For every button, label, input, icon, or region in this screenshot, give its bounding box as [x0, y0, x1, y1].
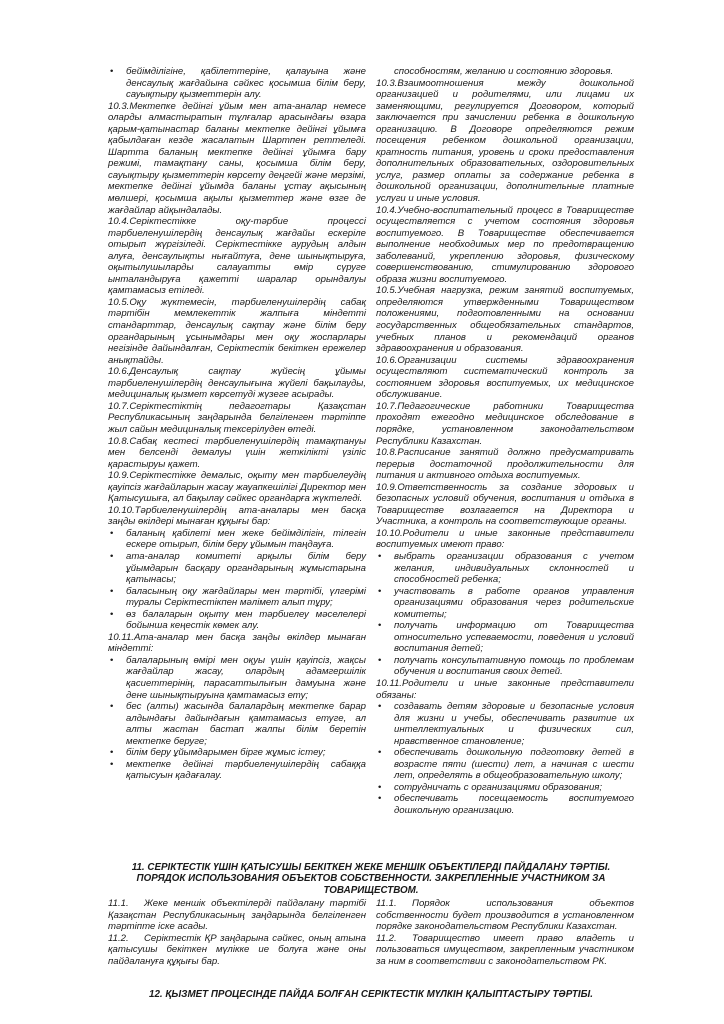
list-item: • обеспечивать дошкольную подготовку детей в возрасте пяти (шести) лет, а начиная с шести лет, определять в общеобразовательную школу; [376, 747, 634, 782]
clause-10-7-ru: 10.7.Педагогические работники Товарищества проходят ежегодно медицинское обследование в порядке, установленном законодательством Республики Казахстан. [376, 400, 634, 447]
clause-10-8-kz: 10.8.Сабақ кестесі тәрбиеленушілердің тамақтануы мен белсенді демалуы үшін жеткілікті үзіліс қарастыруы қажет. [108, 435, 366, 470]
list-item: • мектепке дейінгі тәрбиеленушілердің сабаққа қатысуын қадағалау. [108, 759, 366, 782]
list-item: • өз балаларын оқыту мен тәрбиелеу мәселелері бойынша кеңестік көмек алу. [108, 609, 366, 632]
section-11-title-ru: ПОРЯДОК ИСПОЛЬЗОВАНИЯ ОБЪЕКТОВ СОБСТВЕННОСТИ. ЗАКРЕПЛЕННЫЕ УЧАСТНИКОМ ЗА ТОВАРИЩЕСТВОМ. [136, 873, 606, 896]
clause-10-5-ru: 10.5.Учебная нагрузка, режим занятий воспитуемых, определяются утвержденными Товариществом положениями, подготовленными на основании государственных общеобязательных стандартов, учебных планов и рекомендаций органов здравоохранения и образования. [376, 285, 634, 355]
list-item: • баласының оқу жағдайлары мен тәртібі, үлгерімі туралы Серіктестікпен мәлімет алып тұру; [108, 586, 366, 609]
list-item: • получать информацию от Товарищества относительно успеваемости, поведения и условий воспитания детей; [376, 620, 634, 655]
section-11-title-kz: 11. СЕРІКТЕСТІК ҮШІН ҚАТЫСУШЫ БЕКІТКЕН ЖЕКЕ МЕНШІК ОБЪЕКТІЛЕРДІ ПАЙДАЛАНУ ТӘРТІБІ. [131, 861, 611, 873]
list-item: • бейімділігіне, қабілеттеріне, қалауына және денсаулық жағдайына сәйкес қосымша білім беру, сауықтыру қызметтерін алу. [108, 66, 366, 101]
rights-list-kz [108, 528, 366, 632]
clause-text: Товарищество имеет право владеть и пользоваться имуществом, закрепленным участником за ним в соответствии с законодательством РК. [376, 932, 634, 967]
section-12-heading: 12. ҚЫЗМЕТ ПРОЦЕСІНДЕ ПАЙДА БОЛҒАН СЕРІКТЕСТІК МҮЛКІН ҚАЛЫПТАСТЫРУ ТӘРТІБІ. [149, 989, 593, 1001]
clause-10-4-ru: 10.4.Учебно-воспитательный процесс в Товариществе осуществляется с учетом состояния здоровья воспитуемого. В Товариществе обеспечивается выполнение необходимых мер по предотвращению заболеваний, укреплению здоровья, физическому совершенствованию, стимулированию здорового образа жизни воспитуемого. [376, 204, 634, 285]
clause-text: Серіктестік ҚР заңдарына сәйкес, оның атына қатысушы бекіткен мүлікке ие болуға және оны пайдалануға құқығы бар. [108, 932, 366, 967]
section-11-kazakh-column [108, 898, 366, 967]
list-item: • участвовать в работе органов управления организациями образования через родительские комитеты; [376, 586, 634, 621]
intro-bullet-list [108, 66, 366, 101]
section-10-columns [108, 66, 634, 817]
clause-10-10-ru: 10.10.Родители и иные законные представители воспитуемых имеют право: [376, 527, 634, 551]
clause-10-3-ru: 10.3.Взаимоотношения между дошкольной организацией и родителями, или лицами их заменяющими, регулируется Договором, который заключается при зачислении ребенка в дошкольную организацию. В Договоре определяются режим посещения ребенком дошкольной организации, кратность питания, уровень и сроки предоставления дополнительных образовательных, оздоровительных услуг, размер оплаты за содержание ребенка в дошкольной организации, дополнительные платные услуги и иные условия. [376, 77, 634, 205]
clause-10-6-kz: 10.6.Денсаулық сақтау жүйесің ұйымы тәрбиеленушілердің денсаулығына жүйелі бақылауды, медициналық қызмет көрсетуді жүзеге асырады. [108, 366, 366, 401]
clause-text: Жеке меншік объектілерді пайдалану тәртібі Қазақстан Республикасының заңдарында белгіленген тәртіпте іске асады. [108, 898, 366, 933]
rights-list-ru [376, 551, 634, 678]
clause-11-1-ru [376, 898, 634, 933]
document-page [108, 66, 634, 1001]
list-item: • обеспечивать посещаемость воспитуемого дошкольную организацию. [376, 793, 634, 816]
list-item: • білім беру ұйымдарымен бірге жұмыс істеу; [108, 747, 366, 759]
clause-10-11-kz: 10.11.Ата-аналар мен басқа заңды өкілдер мынаған міндетті: [108, 631, 366, 655]
clause-11-2-kz [108, 933, 366, 968]
duties-list-ru [376, 701, 634, 816]
list-item: • балаларының өмірі мен оқуы үшін қауіпсіз, жақсы жағдайлар жасау, олардың адамгершілік қасиеттерінің, парасаттылығын дамуына және дене шынықтыруына қамтамасыз ету; [108, 655, 366, 701]
section-11-russian-column [376, 898, 634, 967]
clause-10-4-kz: 10.4.Серіктестікке оқу-тәрбие процессі тәрбиеленушілердің денсаулық жағдайы ескеріле отырып жүргізіледі. Серіктестікке аурудың алдын алуға, денсаулықты нығайтуға, дене шынықтыруға, оқытылушыларды салауатты өмір сүруге ынталандыруға қажетті шаралар орындалуы қамтамасыз етіледі. [108, 216, 366, 297]
clause-10-7-kz: 10.7.Серіктестіктің педагогтары Қазақстан Республикасының заңдарында белгіленген тәртіппе жыл сайын медициналық тексерілуден өтеді. [108, 400, 366, 435]
clause-number: 11.1. [108, 898, 129, 910]
list-item: • бес (алты) жасында балалардың мектепке барар алдындағы дайындағын қамтамасыз етуге, ал алты жастан бастап жалпы білім беретін мектепке беруге; [108, 701, 366, 747]
clause-10-10-kz: 10.10.Тәрбиеленушілердің ата-аналары мен басқа заңды өкілдері мынаған құқығы бар: [108, 504, 366, 528]
intro-continuation-ru: способностям, желанию и состоянию здоровья. [394, 66, 614, 77]
clause-10-11-ru: 10.11.Родители и иные законные представители обязаны: [376, 677, 634, 701]
clause-text: Порядок использования объектов собственности будет производится в установленном порядке законодательством Республики Казахстан. [376, 898, 634, 933]
clause-11-1-kz [108, 898, 366, 933]
clause-10-8-ru: 10.8.Расписание занятий должно предусматривать перерыв достаточной продолжительности для питания и активного отдыха воспитуемых. [376, 447, 634, 482]
clause-10-6-ru: 10.6.Организации системы здравоохранения осуществляют систематический контроль за состоянием здоровья воспитуемых, их медицинское обслуживание. [376, 354, 634, 401]
list-item: • баланың қабілеті мен жеке бейімділігін, тілегін ескере отырып, білім беру ұйымын таңдауға. [108, 528, 366, 551]
clause-11-2-ru [376, 933, 634, 968]
clause-10-3-kz: 10.3.Мектепке дейінгі ұйым мен ата-аналар немесе оларды алмастыратын тұлғалар арасындағы өзара қарым-қатынастар баланы мектепке дейінгі ұйымға қабылдаған кезде жасалатын Шартпен реттеледі. Шартта баланың мектепке дейінгі ұйымға бару режимі, тамақтану саны, қосымша білім беру, сауықтыру қызметтерін көрсету деңгейі және мерзімі, мектепке дейінгі ұйымда баланы ұстау ақысының мөлшері, қосымша ақылы қызметтер және өзге де жағдайлар айқындалады. [108, 100, 366, 216]
list-item: • сотрудничать с организациями образования; [376, 782, 634, 794]
russian-column [376, 66, 634, 817]
section-11-columns [108, 898, 634, 967]
clause-number: 11.2. [108, 932, 129, 944]
clause-10-9-ru: 10.9.Ответственность за создание здоровых и безопасных условий обучения, воспитания и отдыха в Товариществе возлагается на Директора и Участника, а контроль на соответствующие органы. [376, 481, 634, 528]
list-item: • ата-аналар комитеті арқылы білім беру ұйымдарын басқару органдарының жұмыстарына қатынасы; [108, 551, 366, 586]
clause-number: 11.2. [376, 932, 397, 944]
list-item: • получать консультативную помощь по проблемам обучения и воспитания своих детей. [376, 655, 634, 678]
kazakh-column [108, 66, 366, 817]
list-item: • создавать детям здоровые и безопасные условия для жизни и учебы, обеспечивать развитие их интеллектуальных и физических сил, нравственное становление; [376, 701, 634, 747]
section-11-heading [108, 862, 634, 897]
clause-number: 11.1. [376, 898, 397, 910]
duties-list-kz [108, 655, 366, 782]
clause-10-9-kz: 10.9.Серіктестікке демалыс, оқыту мен тәрбиелеудің қауіпсіз жағдайларын жасау жауапкешілігі Директор мен Қатысушыға, ал бақылау сәйкес органдарға жүктеледі. [108, 470, 366, 505]
list-item: • выбрать организации образования с учетом желания, индивидуальных склонностей и способностей ребенка; [376, 551, 634, 586]
clause-10-5-kz: 10.5.Оқу жүктемесін, тәрбиеленушілердің сабақ тәртібін мемлекеттік жалпыға міндетті стандарттар, денсаулық сақтау және білім беру органдарының ұсынымдары мен оқу жоспарлары негізінде дайындалған, Серіктестік бекіткен ережелер анықтайды. [108, 296, 366, 366]
